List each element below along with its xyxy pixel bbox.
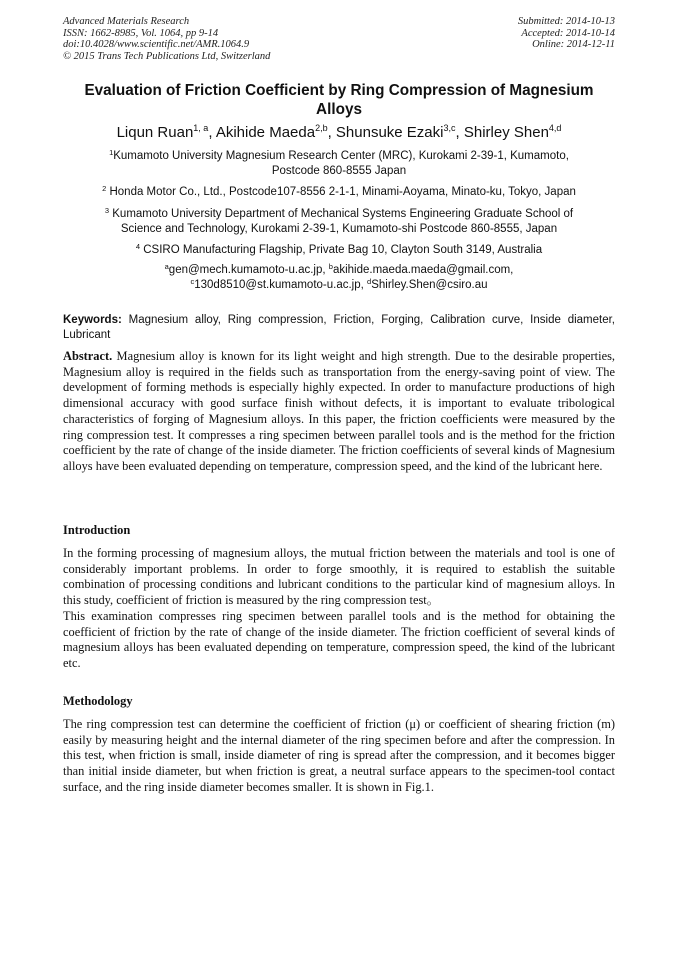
affiliation-text: CSIRO Manufacturing Flagship, Private Bag 10, Clayton South 3149, Australia [143,244,543,256]
author-separator: , [327,124,336,141]
introduction-paragraph-2: This examination compresses ring specimen between parallel tools and is the method for obtaining the coefficient of friction by the rate of change of the inside diameter. The friction coefficient of several kinds of magnesium alloys has been evaluated depending on temperature, compression speed, the kind of the lubricant etc. [63,608,615,670]
affiliation-number: 2 [102,184,107,193]
keywords-text: Magnesium alloy, Ring compression, Friction, Forging, Calibration curve, Inside diameter, Lubricant [63,314,615,341]
author-affiliation-mark: 4,d [548,123,562,133]
title-line-2: Alloys [316,101,362,118]
methodology-section [63,717,615,796]
affiliation-text: Postcode 860-8555 Japan [271,164,407,177]
email-address: 130d8510@st.kumamoto-u.ac.jp [194,278,361,291]
affiliation-1 [63,149,615,178]
author-affiliation-mark: 3,c [443,123,456,133]
author-affiliation-mark: 2,b [315,123,328,133]
affiliation-3 [63,207,615,236]
abstract-text: Magnesium alloy is known for its light weight and high strength. Due to the desirable properties, Magnesium alloy is required in the fields such as transportation from the energy-saving point of view. The development of forming methods is especially highly expected. In order to manufacture productions of high dimensional accuracy with good surface finish without defects, it is important to evaluate tribological characteristics of forging of Magnesium alloys. In this paper, the friction coefficients were measured by the ring compression test. It compresses a ring specimen between parallel tools and is the method for the friction coefficient by the rate of change of the inside diameter. The friction coefficients of several kinds of Magnesium alloys have been evaluated depending on temperature, compression speed, and the kind of the lubricant here. [63,349,615,473]
author-affiliation-mark: 1, a [193,123,209,133]
journal-name: Advanced Materials Research [63,16,190,27]
title-line-1: Evaluation of Friction Coefficient by Ring Compression of Magnesium [84,82,594,99]
author-list [63,123,615,143]
journal-issn: ISSN: 1662-8985, Vol. 1064, pp 9-14 [63,27,219,39]
abstract-label: Abstract. [63,349,113,363]
email-mark: a [164,262,169,271]
accepted-date: Accepted: 2014-10-14 [521,27,615,39]
affiliation-text: Kumamoto University Magnesium Research Center (MRC), Kurokami 2-39-1, Kumamoto, [113,150,569,162]
affiliation-2 [63,185,615,200]
methodology-heading: Methodology [63,694,133,708]
introduction-section [63,546,615,672]
introduction-heading: Introduction [63,523,131,537]
affiliation-number: 1 [109,148,114,157]
abstract [63,349,615,475]
dates-header [518,16,615,51]
affiliation-text: Science and Technology, Kurokami 2-39-1, Kumamoto-shi Postcode 860-8555, Japan [120,222,558,235]
online-date: Online: 2014-12-11 [532,39,615,50]
introduction-paragraph-1: In the forming processing of magnesium alloys, the mutual friction between the materials and tool is one of considerably important problems. In order to forge smoothly, it is required to establish the suitable combination of processing conditions and lubricant conditions to the particular kind of magnesium alloys. In this study, coefficient of friction is measured by the ring compression test。 [63,546,615,608]
email-mark: d [367,276,372,286]
author-name: Shirley Shen [463,124,549,141]
email-address: Shirley.Shen@csiro.au [371,278,488,291]
author-emails: $^a$gen@mech.kumamoto-u.ac.jp, $^b$akihide.maeda.maeda@gmail.com, $^c$130d8510@st.kumamoto-u.ac.jp, $^d$Shirley.Shen@csiro.au [164,262,514,291]
email-mark: c [190,276,195,286]
affiliation-4 [63,243,615,258]
email-address: gen@mech.kumamoto-u.ac.jp [168,264,323,276]
keywords [63,313,615,343]
paper-title [63,81,615,119]
email-address: akihide.maeda.maeda@gmail.com [332,264,511,276]
keywords-label: Keywords: [63,314,122,326]
author-name: Liqun Ruan [116,124,194,141]
email-mark: b [328,262,333,271]
author-name: Shunsuke Ezaki [335,124,444,141]
submitted-date: Submitted: 2014-10-13 [517,16,615,27]
author-name: Akihide Maeda [215,124,316,141]
affiliation-text: Honda Motor Co., Ltd., Postcode107-8556 2-1-1, Minami-Aoyama, Minato-ku, Tokyo, Japan [109,186,576,198]
journal-doi: doi:10.4028/www.scientific.net/AMR.1064.9 [63,39,250,50]
journal-copyright: © 2015 Trans Tech Publications Ltd, Switzerland [63,50,271,62]
author-separator: , [208,124,216,141]
affiliation-number: 3 [104,206,110,215]
affiliation-text: Kumamoto University Department of Mechanical Systems Engineering Graduate School of [112,208,574,220]
affiliation-number: 4 [135,242,141,251]
journal-header [63,16,270,62]
author-separator: , [455,124,464,141]
methodology-paragraph-1: The ring compression test can determine the coefficient of friction (μ) or coefficient of shearing friction (m) easily by measuring height and the internal diameter of the ring specimen before and after the compression. In this test, when friction is small, inside diameter of ring is spread after the compression, and it becomes bigger than initial inside diameter, but when friction is great, a neutral surface appears to the specimen-tool contact surface, and the ring inside diameter becomes smaller. It is shown in Fig.1. [63,717,615,794]
